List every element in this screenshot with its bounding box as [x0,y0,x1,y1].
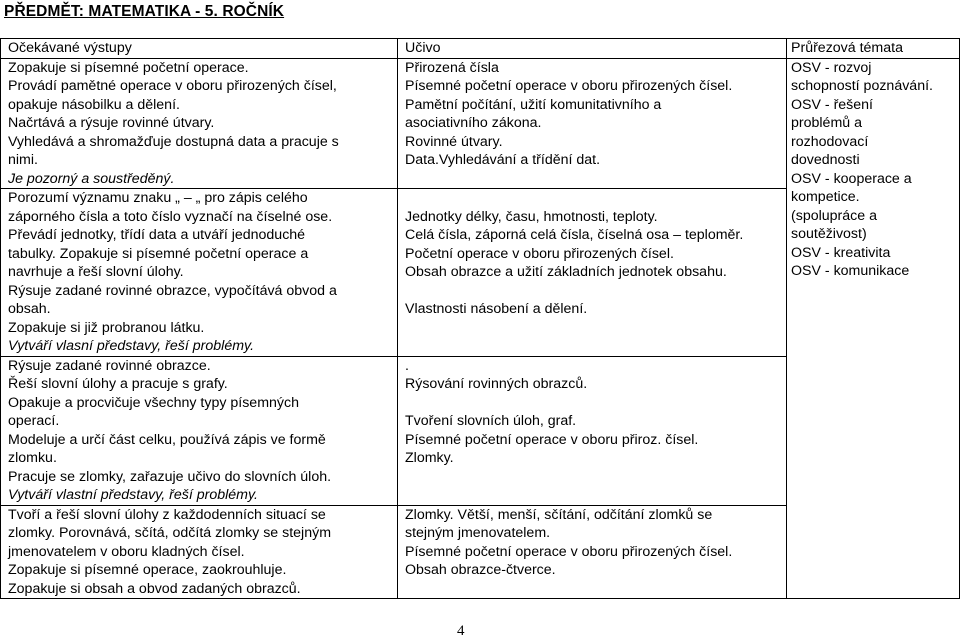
topic-line: OSV - kooperace a [791,170,912,187]
text-line: Je pozorný a soustředěný. [8,170,175,187]
text-line: Přirozená čísla [405,59,499,76]
text-line: Obsah obrazce a užití základních jednotek obsahu. [405,264,727,280]
content-cell [398,356,787,505]
text-line: Pamětní počítání, užití komunitativního a [405,96,662,113]
text-line: Zlomky. [405,450,454,466]
text-line [405,170,786,189]
text-line: záporného čísla a toto číslo vyznačí na číselné ose. [8,208,333,225]
text-line: Zlomky. Větší, menší, sčítání, odčítání zlomků se [405,506,713,523]
text-line [405,282,786,301]
outputs-cell [1,505,398,599]
text-line: zlomky. Porovnává, sčítá, odčítá zlomky se stejným [8,525,332,541]
text-line: Řeší slovní úlohy a pracuje s grafy. [8,376,228,392]
text-line: Vyhledává a shromažďuje dostupná data a pracuje s [8,133,339,150]
text-line: Jednotky délky, času, hmotnosti, teploty. [405,208,658,225]
text-line: nimi. [8,152,38,168]
text-line: Početní operace v oboru přirozených čísel. [405,245,674,262]
text-line: Opakuje a procvičuje všechny typy písemných [8,394,299,411]
header-topics: Průřezová témata [787,39,960,59]
text-line: navrhuje a řeší slovní úlohy. [8,264,184,280]
text-line: zlomku. [8,450,57,466]
curriculum-table [0,38,960,599]
text-line: Zopakuje si písemné operace, zaokrouhluje. [8,562,287,578]
page-title: PŘEDMĚT: MATEMATIKA - 5. ROČNÍK [4,3,285,20]
text-line: tabulky. Zopakuje si písemné početní operace a [8,245,309,262]
table-row [1,58,960,189]
text-line: . [405,357,409,374]
topic-line: soutěživost) [791,226,867,242]
topic-line: dovednosti [791,152,860,168]
text-line: Tvoření slovních úloh, graf. [405,413,577,429]
text-line [405,189,786,208]
topic-line: OSV - rozvoj [791,59,872,76]
text-line: Zopakuje si již probranou látku. [8,319,205,336]
text-line: jmenovatelem v oboru kladných čísel. [8,543,245,560]
content-cell [398,505,787,599]
text-line: Obsah obrazce-čtverce. [405,562,556,578]
content-cell [398,189,787,357]
text-line: Rovinné útvary. [405,133,503,150]
text-line: Rýsuje zadané rovinné obrazce. [8,357,211,374]
text-line: obsah. [8,301,51,317]
text-line: operací. [8,413,60,429]
text-line: Vytváří vlastní představy, řeší problémy. [8,487,258,503]
topic-line: (spolupráce a [791,207,877,224]
text-line: Vytváří vlasní představy, řeší problémy. [8,338,255,354]
outputs-cell [1,356,398,505]
text-line: Načrtává a rýsuje rovinné útvary. [8,115,215,131]
text-line: Vlastnosti násobení a dělení. [405,301,588,317]
text-line: Pracuje se zlomky, zařazuje učivo do slovních úloh. [8,468,332,485]
text-line: Modeluje a určí část celku, používá zápis ve formě [8,431,326,448]
header-outputs: Očekávané výstupy [1,39,398,59]
header-content: Učivo [398,39,787,59]
outputs-cell [1,189,398,357]
text-line: Zopakuje si písemné početní operace. [8,59,249,76]
text-line: Převádí jednotky, třídí data a utváří jednoduché [8,227,306,243]
outputs-cell [1,58,398,189]
text-line: opakuje násobilku a dělení. [8,96,180,113]
topic-line: OSV - komunikace [791,263,910,279]
content-cell [398,58,787,189]
text-line: asociativního zákona. [405,115,542,131]
topic-line: rozhodovací [791,133,869,150]
text-line: Rýsuje zadané rovinné obrazce, vypočítává obvod a [8,282,337,299]
text-line: Písemné početní operace v oboru přirozených čísel. [405,78,733,94]
topic-line: OSV - kreativita [791,244,891,261]
topic-line: OSV - řešení [791,96,874,113]
text-line: Porozumí významu znaku „ – „ pro zápis celého [8,190,308,206]
text-line: Tvoří a řeší slovní úlohy z každodenních situací se [8,506,326,523]
text-line: Provádí pamětné operace v oboru přirozených čísel, [8,78,337,94]
topic-line: schopností poznávání. [791,78,933,94]
text-line: stejným jmenovatelem. [405,525,551,541]
text-line: Písemné početní operace v oboru přiroz. čísel. [405,431,699,448]
text-line: Zopakuje si obsah a obvod zadaných obrazců. [8,580,301,597]
topic-line: kompetice. [791,189,860,205]
text-line: Písemné početní operace v oboru přirozených čísel. [405,543,733,560]
table-header-row [1,39,960,59]
text-line [405,394,786,413]
page-number: 4 [457,623,465,639]
topics-cell [787,58,960,599]
topic-line: problémů a [791,115,862,131]
text-line: Rýsování rovinných obrazců. [405,376,588,392]
text-line: Data.Vyhledávání a třídění dat. [405,152,601,168]
text-line: Celá čísla, záporná celá čísla, číselná osa – teploměr. [405,227,744,243]
